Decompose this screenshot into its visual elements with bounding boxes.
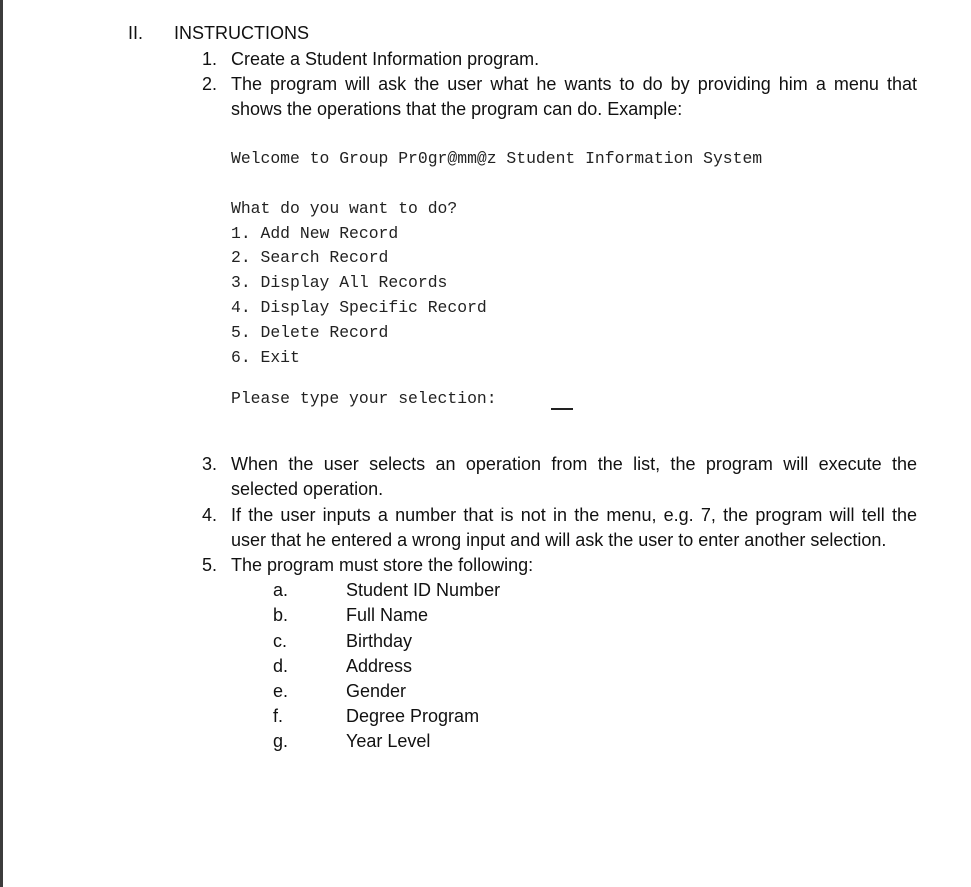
menu-option: 5. Delete Record xyxy=(231,323,389,342)
field-name: Birthday xyxy=(346,631,413,651)
field-letter: d. xyxy=(273,656,289,676)
item-number: 4. xyxy=(202,505,218,525)
field-letter: e. xyxy=(273,681,289,701)
item-text: The program will ask the user what he wants to do by providing him a menu that shows the operations that the program can do. Example: xyxy=(231,74,917,119)
item-text: If the user inputs a number that is not in the menu, e.g. 7, the program will tell the user that he entered a wrong input and will ask the user to enter another selection. xyxy=(231,505,917,550)
item-text: When the user selects an operation from the list, the program will execute the selected operation. xyxy=(231,454,917,499)
menu-option: 3. Display All Records xyxy=(231,273,448,292)
field-letter: a. xyxy=(273,580,289,600)
item-number: 5. xyxy=(202,555,218,575)
field-name: Year Level xyxy=(346,731,431,751)
section-title: INSTRUCTIONS xyxy=(174,23,309,43)
item-number: 3. xyxy=(202,454,218,474)
item-number: 1. xyxy=(202,49,218,69)
field-name: Gender xyxy=(346,681,407,701)
menu-option: 4. Display Specific Record xyxy=(231,298,487,317)
section-number: II. xyxy=(128,23,144,43)
field-letter: g. xyxy=(273,731,289,751)
field-name: Address xyxy=(346,656,413,676)
input-cursor-underline xyxy=(551,408,573,410)
field-letter: f. xyxy=(273,706,284,726)
menu-option: 1. Add New Record xyxy=(231,224,399,243)
item-number: 2. xyxy=(202,74,218,94)
field-name: Degree Program xyxy=(346,706,480,726)
item-text: The program must store the following: xyxy=(231,555,534,575)
field-letter: b. xyxy=(273,605,289,625)
menu-question: What do you want to do? xyxy=(231,199,458,218)
page-left-border xyxy=(0,0,3,887)
field-letter: c. xyxy=(273,631,288,651)
menu-option: 6. Exit xyxy=(231,348,300,367)
field-name: Student ID Number xyxy=(346,580,501,600)
selection-prompt: Please type your selection: xyxy=(231,389,497,408)
menu-option: 2. Search Record xyxy=(231,248,389,267)
item-text: Create a Student Information program. xyxy=(231,49,540,69)
field-name: Full Name xyxy=(346,605,429,625)
welcome-line: Welcome to Group Pr0gr@mm@z Student Information System xyxy=(231,149,763,168)
